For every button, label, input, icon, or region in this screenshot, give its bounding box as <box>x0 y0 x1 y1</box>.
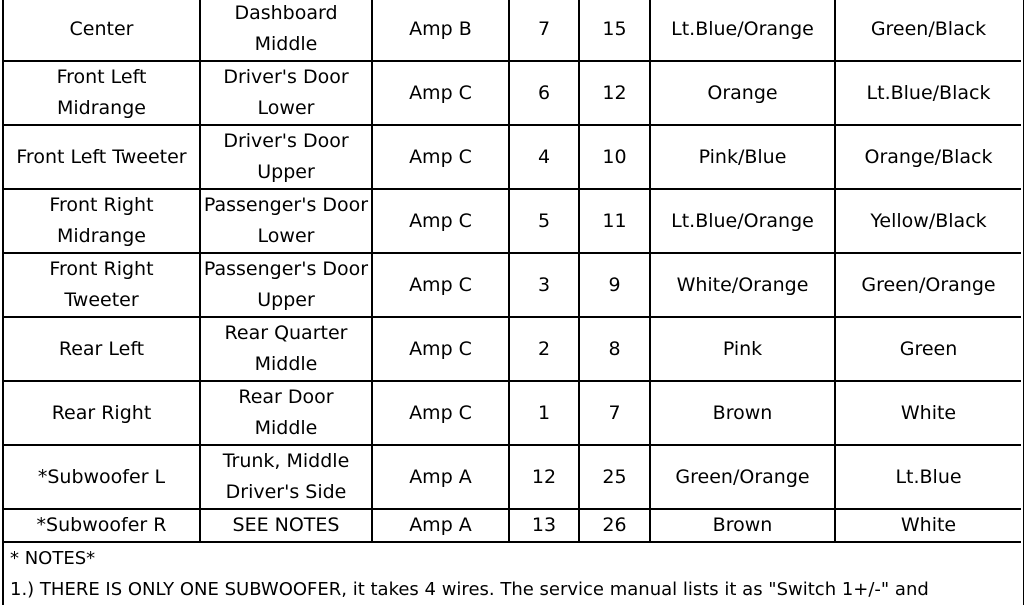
table-body <box>4 0 1021 542</box>
table-row <box>4 445 1021 509</box>
table-row <box>4 253 1021 317</box>
pin-cell: 25 <box>579 445 650 509</box>
negative-wire-cell: Lt.Blue <box>835 445 1021 509</box>
positive-wire-cell: Brown <box>650 509 835 542</box>
speaker-cell <box>4 381 200 445</box>
negative-wire-cell: White <box>835 381 1021 445</box>
speaker-cell-line: Front Right <box>49 194 154 216</box>
positive-wire-cell: Pink <box>650 317 835 381</box>
location-cell-line: Upper <box>257 161 315 183</box>
table-row <box>4 0 1021 61</box>
speaker-cell-line: Tweeter <box>64 289 139 311</box>
location-cell <box>200 189 372 253</box>
amp-cell: Amp B <box>372 0 509 61</box>
location-cell <box>200 317 372 381</box>
location-cell-line: Lower <box>257 225 315 247</box>
pin-cell: 7 <box>579 381 650 445</box>
location-cell-line: Middle <box>254 353 318 375</box>
speaker-cell <box>4 189 200 253</box>
table-row <box>4 317 1021 381</box>
speaker-cell <box>4 253 200 317</box>
amp-cell: Amp C <box>372 125 509 189</box>
speaker-cell <box>4 125 200 189</box>
channel-cell: 1 <box>509 381 579 445</box>
channel-cell: 2 <box>509 317 579 381</box>
speaker-cell <box>4 0 200 61</box>
table-row <box>4 125 1021 189</box>
positive-wire-cell: Orange <box>650 61 835 125</box>
location-cell-line: Driver's Side <box>225 481 347 503</box>
negative-wire-cell: Green/Black <box>835 0 1021 61</box>
speaker-cell-line: Center <box>69 17 134 40</box>
channel-cell: 12 <box>509 445 579 509</box>
location-cell-line: Lower <box>257 97 315 119</box>
pin-cell: 10 <box>579 125 650 189</box>
amp-cell: Amp A <box>372 509 509 542</box>
speaker-cell-line: Front Right <box>49 258 154 280</box>
pin-cell: 26 <box>579 509 650 542</box>
speaker-cell-line: Front Left Tweeter <box>16 145 187 168</box>
location-cell <box>200 253 372 317</box>
amp-cell: Amp C <box>372 189 509 253</box>
location-cell <box>200 381 372 445</box>
amp-cell: Amp C <box>372 253 509 317</box>
amp-cell: Amp C <box>372 381 509 445</box>
channel-cell: 5 <box>509 189 579 253</box>
location-cell-line: Trunk, Middle <box>222 450 350 472</box>
channel-cell: 13 <box>509 509 579 542</box>
speaker-cell-line: Midrange <box>57 97 146 119</box>
location-cell-line: Rear Door <box>238 386 334 408</box>
negative-wire-cell: Green <box>835 317 1021 381</box>
speaker-cell-line: *Subwoofer R <box>36 514 167 536</box>
positive-wire-cell: Green/Orange <box>650 445 835 509</box>
speaker-cell <box>4 445 200 509</box>
negative-wire-cell: Green/Orange <box>835 253 1021 317</box>
speaker-cell-line: Front Left <box>56 66 147 88</box>
notes-line-1: 1.) THERE IS ONLY ONE SUBWOOFER, it takes 4 wires. The service manual lists it as "Switch 1+/-" and <box>10 579 929 600</box>
location-cell <box>200 0 372 61</box>
speaker-wiring-table <box>4 0 1021 543</box>
location-cell-line: SEE NOTES <box>232 514 340 536</box>
pin-cell: 12 <box>579 61 650 125</box>
pin-cell: 11 <box>579 189 650 253</box>
location-cell-line: Middle <box>254 33 318 55</box>
table-row <box>4 189 1021 253</box>
location-cell <box>200 509 372 542</box>
channel-cell: 6 <box>509 61 579 125</box>
location-cell-line: Middle <box>254 417 318 439</box>
notes-section <box>4 543 1023 605</box>
location-cell-line: Upper <box>257 289 315 311</box>
positive-wire-cell: Lt.Blue/Orange <box>650 0 835 61</box>
speaker-cell-line: Rear Right <box>51 401 152 424</box>
speaker-cell <box>4 317 200 381</box>
location-cell-line: Dashboard <box>234 2 338 24</box>
amp-cell: Amp C <box>372 61 509 125</box>
location-cell <box>200 125 372 189</box>
speaker-cell-line: *Subwoofer L <box>37 465 166 488</box>
notes-heading: * NOTES* <box>10 548 96 569</box>
location-cell-line: Driver's Door <box>223 66 349 88</box>
table-row <box>4 61 1021 125</box>
location-cell-line: Driver's Door <box>223 130 349 152</box>
positive-wire-cell: Brown <box>650 381 835 445</box>
location-cell-line: Rear Quarter <box>224 322 348 344</box>
positive-wire-cell: White/Orange <box>650 253 835 317</box>
channel-cell: 4 <box>509 125 579 189</box>
negative-wire-cell: White <box>835 509 1021 542</box>
channel-cell: 3 <box>509 253 579 317</box>
speaker-cell-line: Rear Left <box>58 337 145 360</box>
pin-cell: 9 <box>579 253 650 317</box>
table-row <box>4 381 1021 445</box>
negative-wire-cell: Yellow/Black <box>835 189 1021 253</box>
wiring-sheet <box>2 0 1024 605</box>
location-cell <box>200 61 372 125</box>
channel-cell: 7 <box>509 0 579 61</box>
location-cell <box>200 445 372 509</box>
amp-cell: Amp A <box>372 445 509 509</box>
amp-cell: Amp C <box>372 317 509 381</box>
table-row <box>4 509 1021 542</box>
speaker-cell <box>4 509 200 542</box>
speaker-cell <box>4 61 200 125</box>
negative-wire-cell: Orange/Black <box>835 125 1021 189</box>
location-cell-line: Passenger's Door <box>203 194 369 216</box>
negative-wire-cell: Lt.Blue/Black <box>835 61 1021 125</box>
pin-cell: 8 <box>579 317 650 381</box>
positive-wire-cell: Pink/Blue <box>650 125 835 189</box>
location-cell-line: Passenger's Door <box>203 258 369 280</box>
speaker-cell-line: Midrange <box>57 225 146 247</box>
pin-cell: 15 <box>579 0 650 61</box>
positive-wire-cell: Lt.Blue/Orange <box>650 189 835 253</box>
